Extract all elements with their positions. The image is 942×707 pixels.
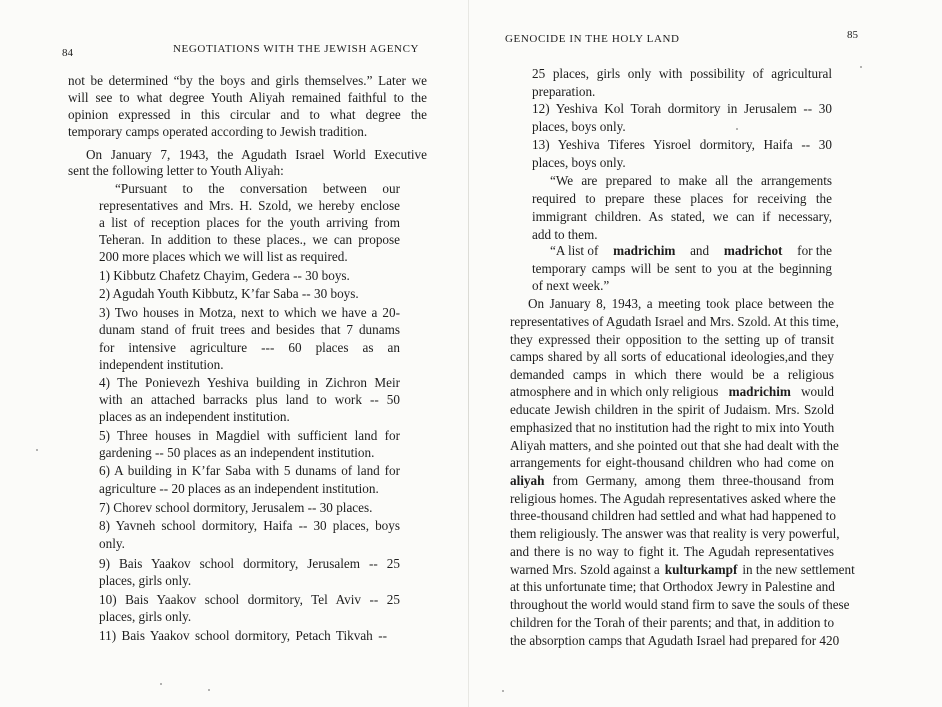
- text-line: religious homes. The Agudah representatives asked where the: [510, 491, 836, 506]
- text-line: representatives and Mrs. H. Szold, we hereby enclose: [99, 198, 400, 213]
- text-segment: in the new settlement: [742, 562, 855, 577]
- term-madrichim: madrichim: [728, 384, 791, 399]
- list-item: 10) Bais Yaakov school dormitory, Tel Aviv -- 25: [99, 592, 400, 607]
- scan-speck: [502, 690, 504, 692]
- text-line: them religiously. The answer was that reality is very powerful,: [510, 526, 840, 541]
- text-line: at this unfortunate time; that Orthodox Jewry in Palestine and: [510, 579, 835, 594]
- text-line: sent the following letter to Youth Aliyah:: [68, 163, 284, 178]
- list-item: 11) Bais Yaakov school dormitory, Petach Tikvah --: [99, 628, 387, 643]
- text-line: 25 places, girls only with possibility of agricultural: [532, 66, 832, 81]
- text-line: children for the Torah of their parents; and that, in addition to: [510, 615, 835, 630]
- text-line: preparation.: [532, 84, 596, 99]
- scan-speck: [160, 683, 162, 685]
- text-line: temporary camps will be sent to you at the beginning: [532, 261, 832, 276]
- text-line: required to prepare these places for receiving the: [532, 191, 832, 206]
- text-line: [550, 242, 832, 259]
- text-line: a list of reception places for the youth arriving from: [99, 215, 400, 230]
- right-page: [470, 0, 942, 707]
- text-line: Aliyah matters, and she pointed out that she had dealt with the: [510, 438, 839, 453]
- list-item: 8) Yavneh school dormitory, Haifa -- 30 places, boys: [99, 518, 400, 533]
- text-line: independent institution.: [99, 357, 224, 372]
- text-line: add to them.: [532, 227, 598, 242]
- text-line: educate Jewish children in the spirit of Judaism. Mrs. Szold: [510, 402, 834, 417]
- running-head-left: NEGOTIATIONS WITH THE JEWISH AGENCY: [173, 43, 420, 55]
- text-line: for intensive agriculture --- 60 places as an: [99, 340, 400, 355]
- scan-speck: [36, 449, 38, 451]
- text-line: of next week.”: [532, 278, 610, 293]
- scan-speck: [208, 689, 210, 691]
- scan-speck: [736, 128, 738, 130]
- page-number-left: 84: [62, 47, 73, 59]
- text-line: arrangements for eight-thousand children who had come on: [510, 455, 834, 470]
- text-line: demanded camps in which there would be a religious: [510, 367, 834, 382]
- text-line: places, girls only.: [99, 609, 192, 624]
- text-line: they expressed their opposition to the setting up of transit: [510, 332, 834, 347]
- text-segment: warned Mrs. Szold against a: [510, 562, 660, 577]
- running-head-right: GENOCIDE IN THE HOLY LAND: [505, 33, 680, 45]
- list-item: 5) Three houses in Magdiel with sufficient land for: [99, 428, 400, 443]
- text-segment: for the: [797, 243, 832, 258]
- text-line: only.: [99, 536, 125, 551]
- term-madrichot: madrichot: [723, 243, 783, 258]
- text-line: Teheran. In addition to these places., we can propose: [99, 232, 400, 247]
- text-line: places, boys only.: [532, 119, 626, 134]
- list-item: 9) Bais Yaakov school dormitory, Jerusalem -- 25: [99, 556, 400, 571]
- text-line: On January 8, 1943, a meeting took place between the: [528, 296, 834, 311]
- text-line: “We are prepared to make all the arrangements: [550, 173, 832, 188]
- text-line: representatives of Agudath Israel and Mrs. Szold. At this time,: [510, 314, 839, 329]
- text-line: 200 more places which we will list as required.: [99, 249, 348, 264]
- list-item: 3) Two houses in Motza, next to which we have a 20-: [99, 305, 400, 320]
- text-line: [510, 383, 834, 400]
- text-segment: would: [801, 384, 834, 399]
- text-line: dunam stand of fruit trees and besides that 7 dunams: [99, 322, 400, 337]
- text-line: immigrant children. As stated, we can if necessary,: [532, 209, 832, 224]
- page-number-right: 85: [847, 29, 858, 41]
- list-item: 6) A building in K’far Saba with 5 dunams of land for: [99, 463, 400, 478]
- scan-speck: [860, 66, 862, 68]
- text-line: throughout the world would stand firm to save the souls of these: [510, 597, 850, 612]
- text-line: [510, 561, 855, 578]
- text-line: opinion expressed in this circular and to what degree the: [68, 107, 427, 122]
- text-line: places, girls only.: [99, 573, 192, 588]
- text-line: “Pursuant to the conversation between our: [115, 181, 400, 196]
- list-item: 4) The Ponievezh Yeshiva building in Zichron Meir: [99, 375, 400, 390]
- left-page: [0, 0, 470, 707]
- list-item: 7) Chorev school dormitory, Jerusalem -- 30 places.: [99, 500, 373, 515]
- text-line: places as an independent institution.: [99, 409, 290, 424]
- term-aliyah: aliyah: [510, 473, 545, 488]
- term-kulturkampf: kulturkampf: [664, 562, 738, 577]
- text-line: the absorption camps that Agudath Israel had prepared for 420: [510, 633, 840, 648]
- text-line: will see to what degree Youth Aliyah remained faithful to the: [68, 90, 427, 105]
- list-item: 1) Kibbutz Chafetz Chayim, Gedera -- 30 boys.: [99, 268, 350, 283]
- text-line: with an attached barracks plus land to work -- 50: [99, 392, 400, 407]
- list-item: 12) Yeshiva Kol Torah dormitory in Jerusalem -- 30: [532, 101, 832, 116]
- term-madrichim: madrichim: [613, 243, 676, 258]
- text-line: and there is no way to fight it. The Agudah representatives: [510, 544, 834, 559]
- text-segment: atmosphere and in which only religious: [510, 384, 719, 399]
- text-line: On January 7, 1943, the Agudath Israel World Executive: [86, 147, 427, 162]
- text-line: gardening -- 50 places as an independent institution.: [99, 445, 375, 460]
- text-line: places, boys only.: [532, 155, 626, 170]
- text-line: not be determined “by the boys and girls themselves.” Later we: [68, 73, 427, 88]
- text-segment: “A list of: [550, 243, 599, 258]
- text-segment: from Germany, among them three-thousand from: [552, 473, 834, 488]
- list-item: 2) Agudah Youth Kibbutz, K’far Saba -- 30 boys.: [99, 286, 359, 301]
- text-line: agriculture -- 20 places as an independent institution.: [99, 481, 379, 496]
- text-line: emphasized that no institution had the right to mix into Youth: [510, 420, 835, 435]
- text-line: camps shared by all sorts of educational ideologies,and they: [510, 349, 834, 364]
- text-line: [510, 472, 834, 489]
- text-line: three-thousand children had settled and what had happened to: [510, 508, 836, 523]
- text-segment: and: [690, 243, 710, 258]
- list-item: 13) Yeshiva Tiferes Yisroel dormitory, Haifa -- 30: [532, 137, 832, 152]
- text-line: temporary camps operated according to Jewish tradition.: [68, 124, 368, 139]
